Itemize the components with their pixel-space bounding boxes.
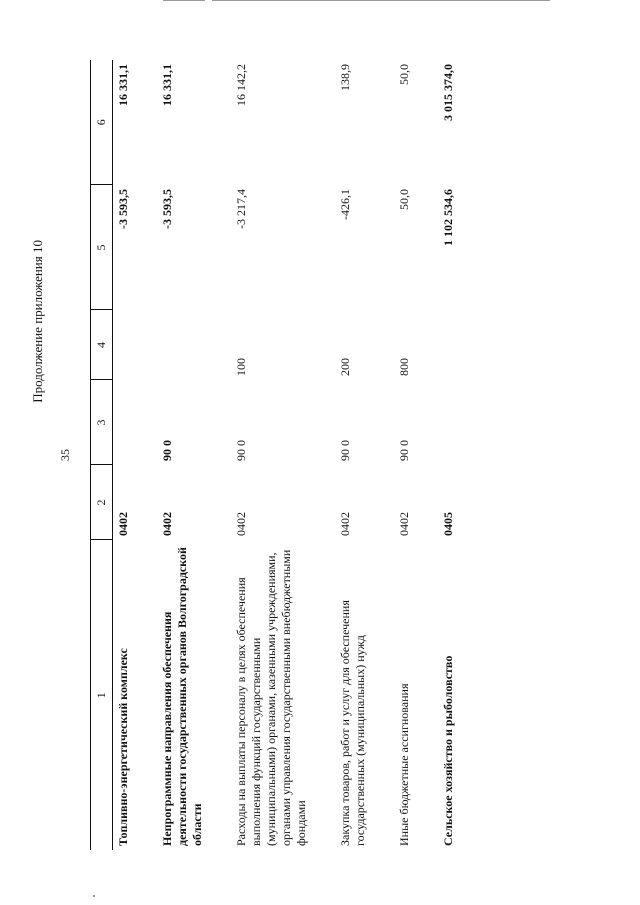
row-expense-type: [157, 310, 231, 380]
row-total: 16 331,1: [160, 64, 174, 106]
table-header-row: [91, 60, 113, 850]
row-item: [438, 380, 460, 465]
table-row: [335, 60, 394, 850]
row-change: -3 217,4: [234, 189, 248, 229]
row-item: 90 0: [338, 440, 352, 461]
row-expense-type: [113, 310, 158, 380]
row-change: 1 102 534,6: [441, 189, 455, 246]
header-col-6: 6: [91, 60, 113, 185]
header-col-5: 5: [91, 185, 113, 310]
row-section: 0402: [160, 512, 174, 536]
page-number: 35: [58, 449, 72, 461]
continuation-label: Продолжение приложения 10: [30, 240, 45, 403]
table-row: [438, 60, 460, 850]
row-section: 0402: [397, 512, 411, 536]
header-col-4: 4: [91, 310, 113, 380]
row-item: 90 0: [160, 440, 174, 461]
row-change: -426,1: [338, 189, 352, 220]
row-expense-type: 200: [338, 358, 352, 376]
header-col-1: 1: [91, 540, 113, 850]
row-item: 90 0: [234, 440, 248, 461]
table-row: [231, 60, 335, 850]
table-row: [157, 60, 231, 850]
row-section: 0402: [234, 512, 248, 536]
header-col-2: 2: [91, 465, 113, 540]
row-total: 50,0: [397, 64, 411, 85]
row-name: Иные бюджетные ассигнования: [397, 683, 411, 846]
row-expense-type: 100: [234, 358, 248, 376]
row-total: 16 142,2: [234, 64, 248, 106]
row-name: Расходы на выплаты персоналу в целях обеспечения выполнения функций государственными (муниципальными) органами, казенными учреждениями, органами управления государственными внебюджетными фондами: [234, 549, 308, 846]
header-col-3: 3: [91, 380, 113, 465]
row-name: Непрограммные направления обеспечения деятельности государственных органов Волгоградской области: [160, 547, 204, 846]
table-row: [394, 60, 438, 850]
scan-dot-artifact: [93, 895, 95, 897]
row-name: Закупка товаров, работ и услуг для обеспечения государственных (муниципальных) нужд: [338, 600, 367, 846]
row-expense-type: [438, 310, 460, 380]
budget-table: [90, 60, 460, 850]
row-section: 0405: [441, 512, 455, 536]
row-name: Сельское хозяйство и рыболовство: [441, 655, 455, 846]
row-change: -3 593,5: [116, 189, 130, 229]
row-total: 3 015 374,0: [441, 64, 455, 121]
row-name: Топливно-энергетический комплекс: [116, 648, 130, 846]
table-row: [113, 60, 158, 850]
row-change: -3 593,5: [160, 189, 174, 229]
row-section: 0402: [338, 512, 352, 536]
row-total: 16 331,1: [116, 64, 130, 106]
row-expense-type: 800: [397, 358, 411, 376]
row-change: 50,0: [397, 189, 411, 210]
row-total: 138,9: [338, 64, 352, 91]
row-item: 90 0: [397, 440, 411, 461]
row-section: 0402: [116, 512, 130, 536]
row-item: [113, 380, 158, 465]
